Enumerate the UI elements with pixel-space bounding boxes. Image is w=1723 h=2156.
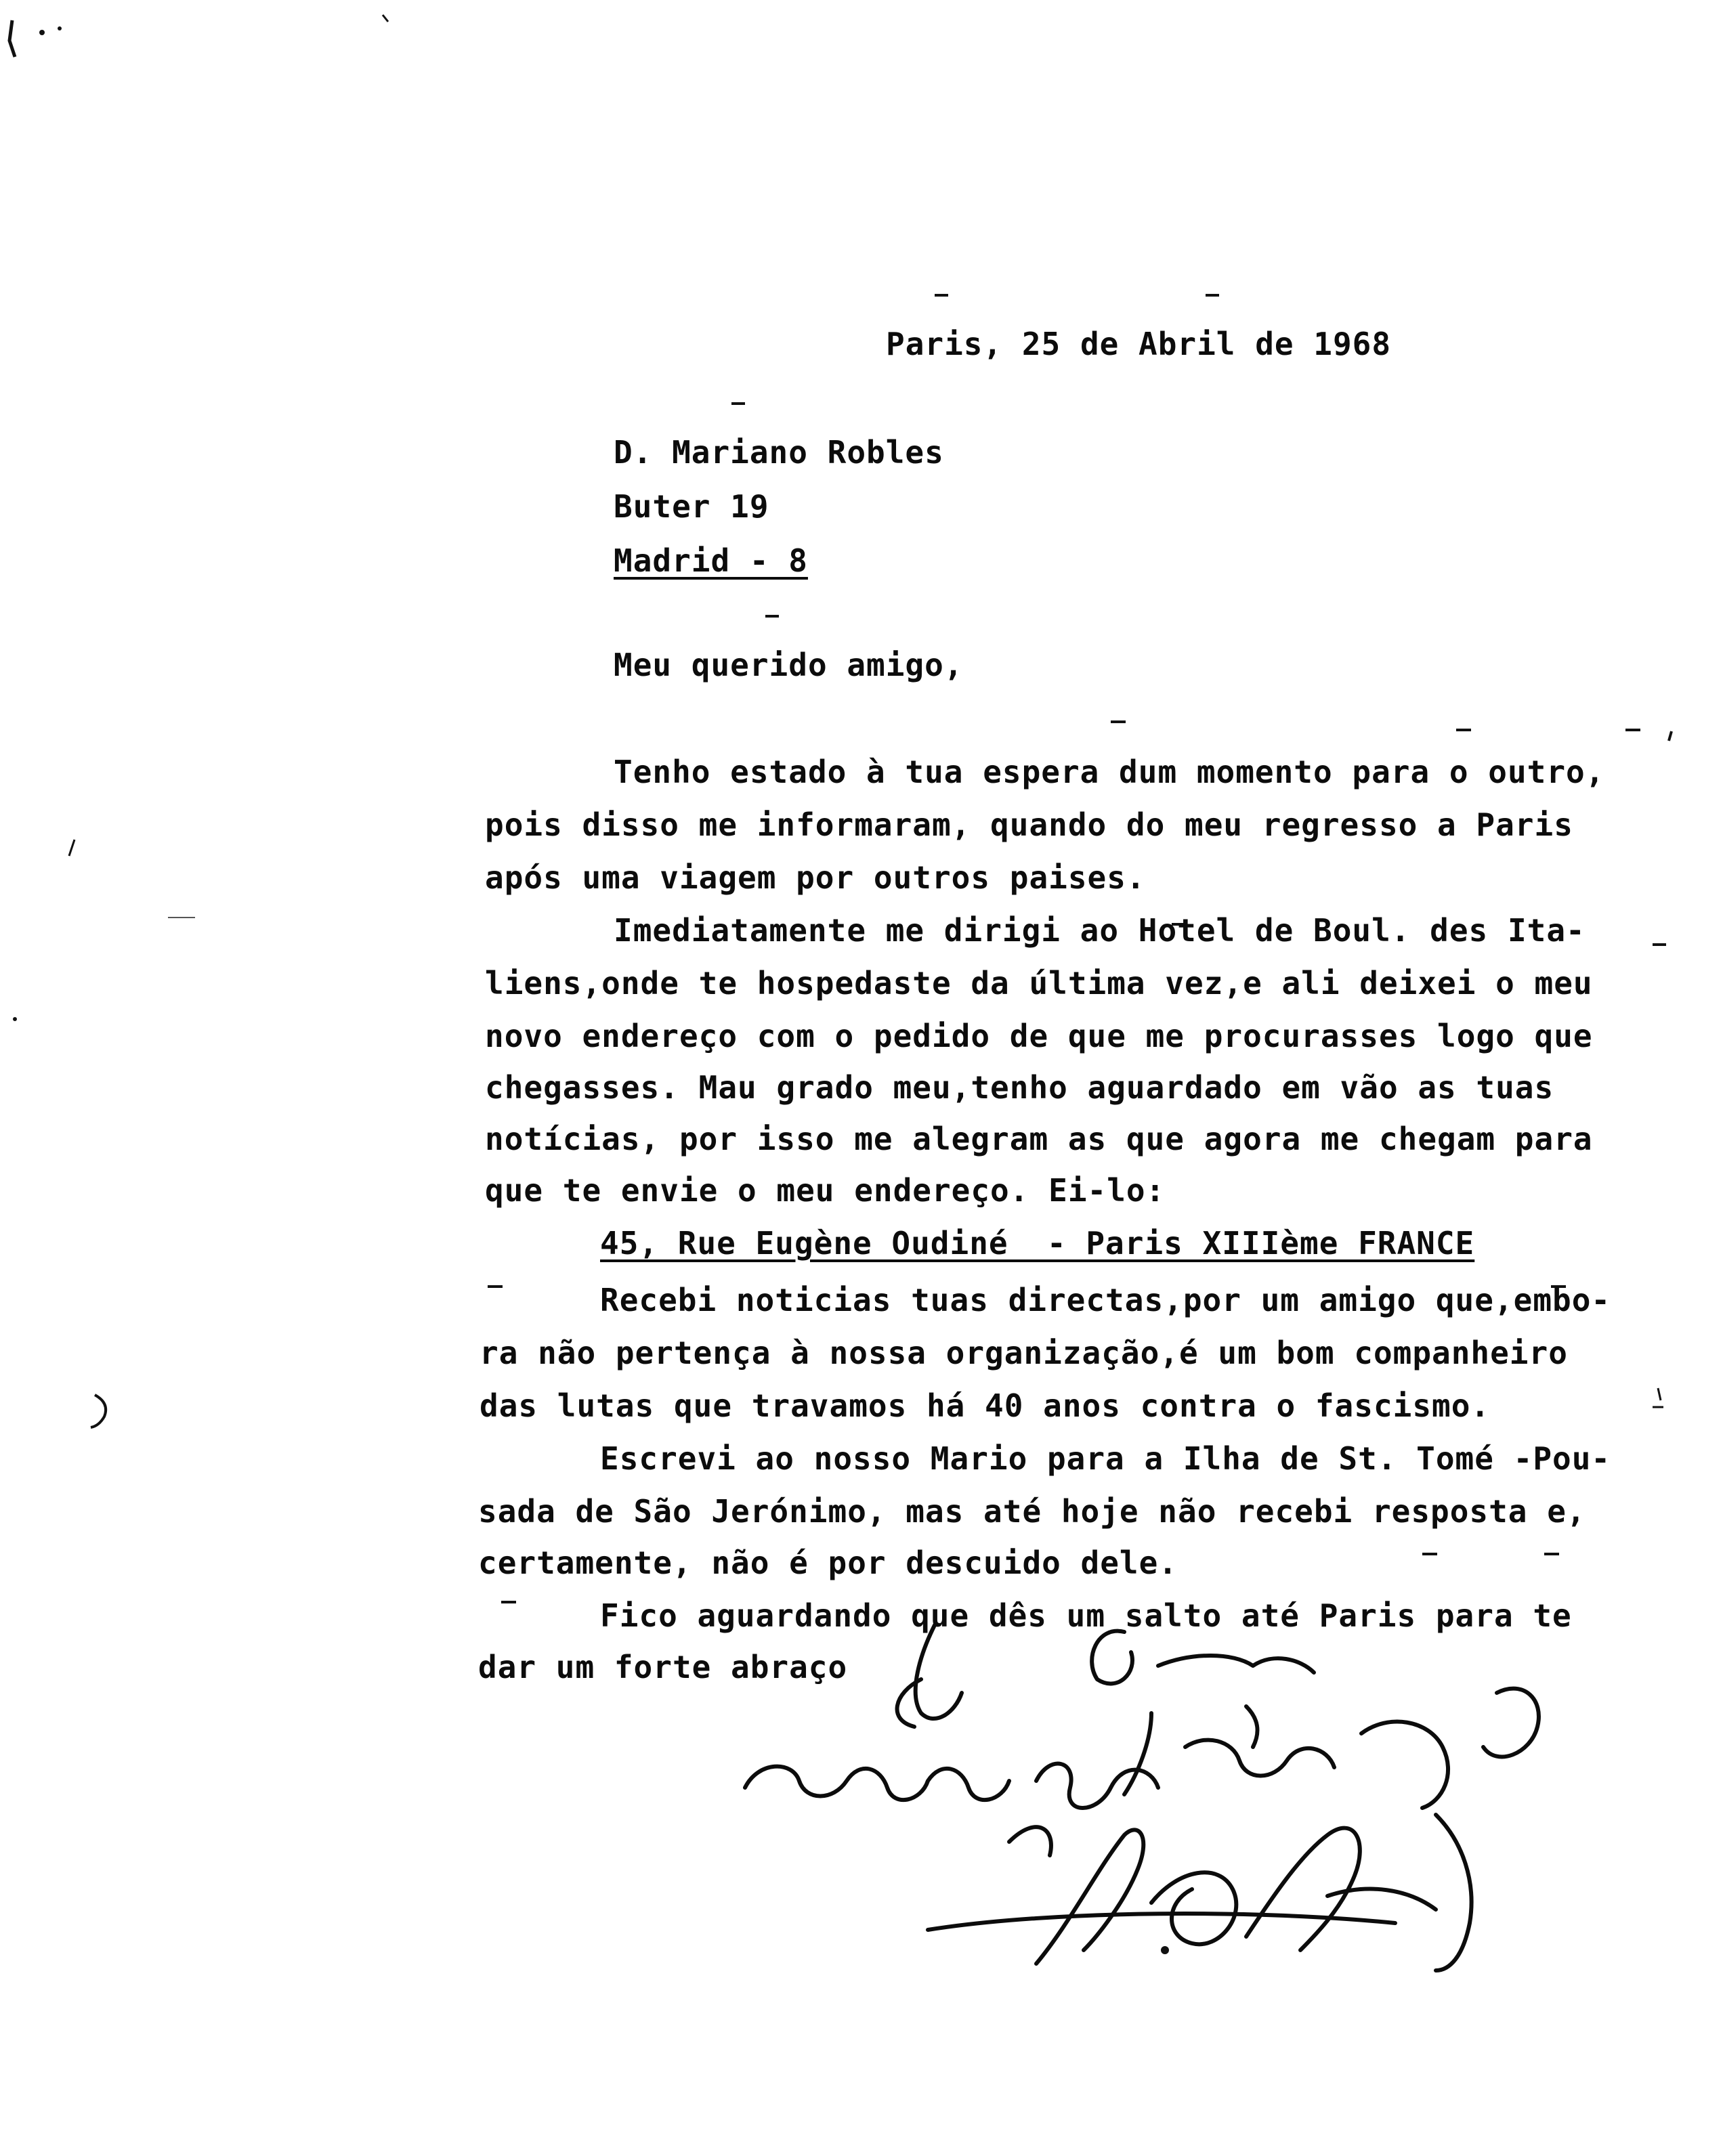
paragraph-3-line-2: ra não pertença à nossa organização,é um bom companheiro <box>480 1335 1568 1371</box>
letter-date: Paris, 25 de Abril de 1968 <box>886 326 1392 362</box>
paragraph-4-line-3: certamente, não é por descuido dele. <box>478 1545 1178 1581</box>
recipient-street: Buter 19 <box>614 488 769 525</box>
paragraph-3-line-3: das lutas que travamos há 40 anos contra o fascismo. <box>480 1387 1491 1424</box>
paragraph-2-line-3: novo endereço com o pedido de que me procurasses logo que <box>485 1018 1593 1054</box>
paragraph-2-line-1: Imediatamente me dirigi ao Hotel de Boul. des Ita- <box>614 912 1586 949</box>
paragraph-2-line-4: chegasses. Mau grado meu,tenho aguardado em vão as tuas <box>485 1069 1554 1106</box>
address-line: 45, Rue Eugène Oudiné - Paris XIIIème FRANCE <box>600 1225 1475 1262</box>
paragraph-2-line-5: notícias, por isso me alegram as que agora me chegam para <box>485 1121 1593 1157</box>
recipient-city: Madrid - 8 <box>614 542 808 579</box>
paragraph-5-line-2: dar um forte abraço <box>478 1649 848 1685</box>
recipient-name: D. Mariano Robles <box>614 434 944 471</box>
paragraph-1-line-2: pois disso me informaram, quando do meu regresso a Paris <box>485 806 1573 843</box>
paragraph-4-line-2: sada de São Jerónimo, mas até hoje não recebi resposta e, <box>478 1493 1586 1530</box>
paragraph-2-line-2: liens,onde te hospedaste da última vez,e ali deixei o meu <box>485 965 1593 1001</box>
salutation: Meu querido amigo, <box>614 647 964 683</box>
paragraph-2-line-6: que te envie o meu endereço. Ei-lo: <box>485 1172 1166 1209</box>
paragraph-3-line-1: Recebi noticias tuas directas,por um amigo que,embo- <box>600 1282 1611 1318</box>
paragraph-5-line-1: Fico aguardando que dês um salto até Paris para te <box>600 1597 1572 1634</box>
paragraph-1-line-3: após uma viagem por outros paises. <box>485 859 1146 896</box>
handwritten-signature <box>718 1612 1598 1977</box>
paragraph-1-line-1: Tenho estado à tua espera dum momento para o outro, <box>614 754 1605 790</box>
paragraph-4-line-1: Escrevi ao nosso Mario para a Ilha de St. Tomé -Pou- <box>600 1440 1611 1477</box>
